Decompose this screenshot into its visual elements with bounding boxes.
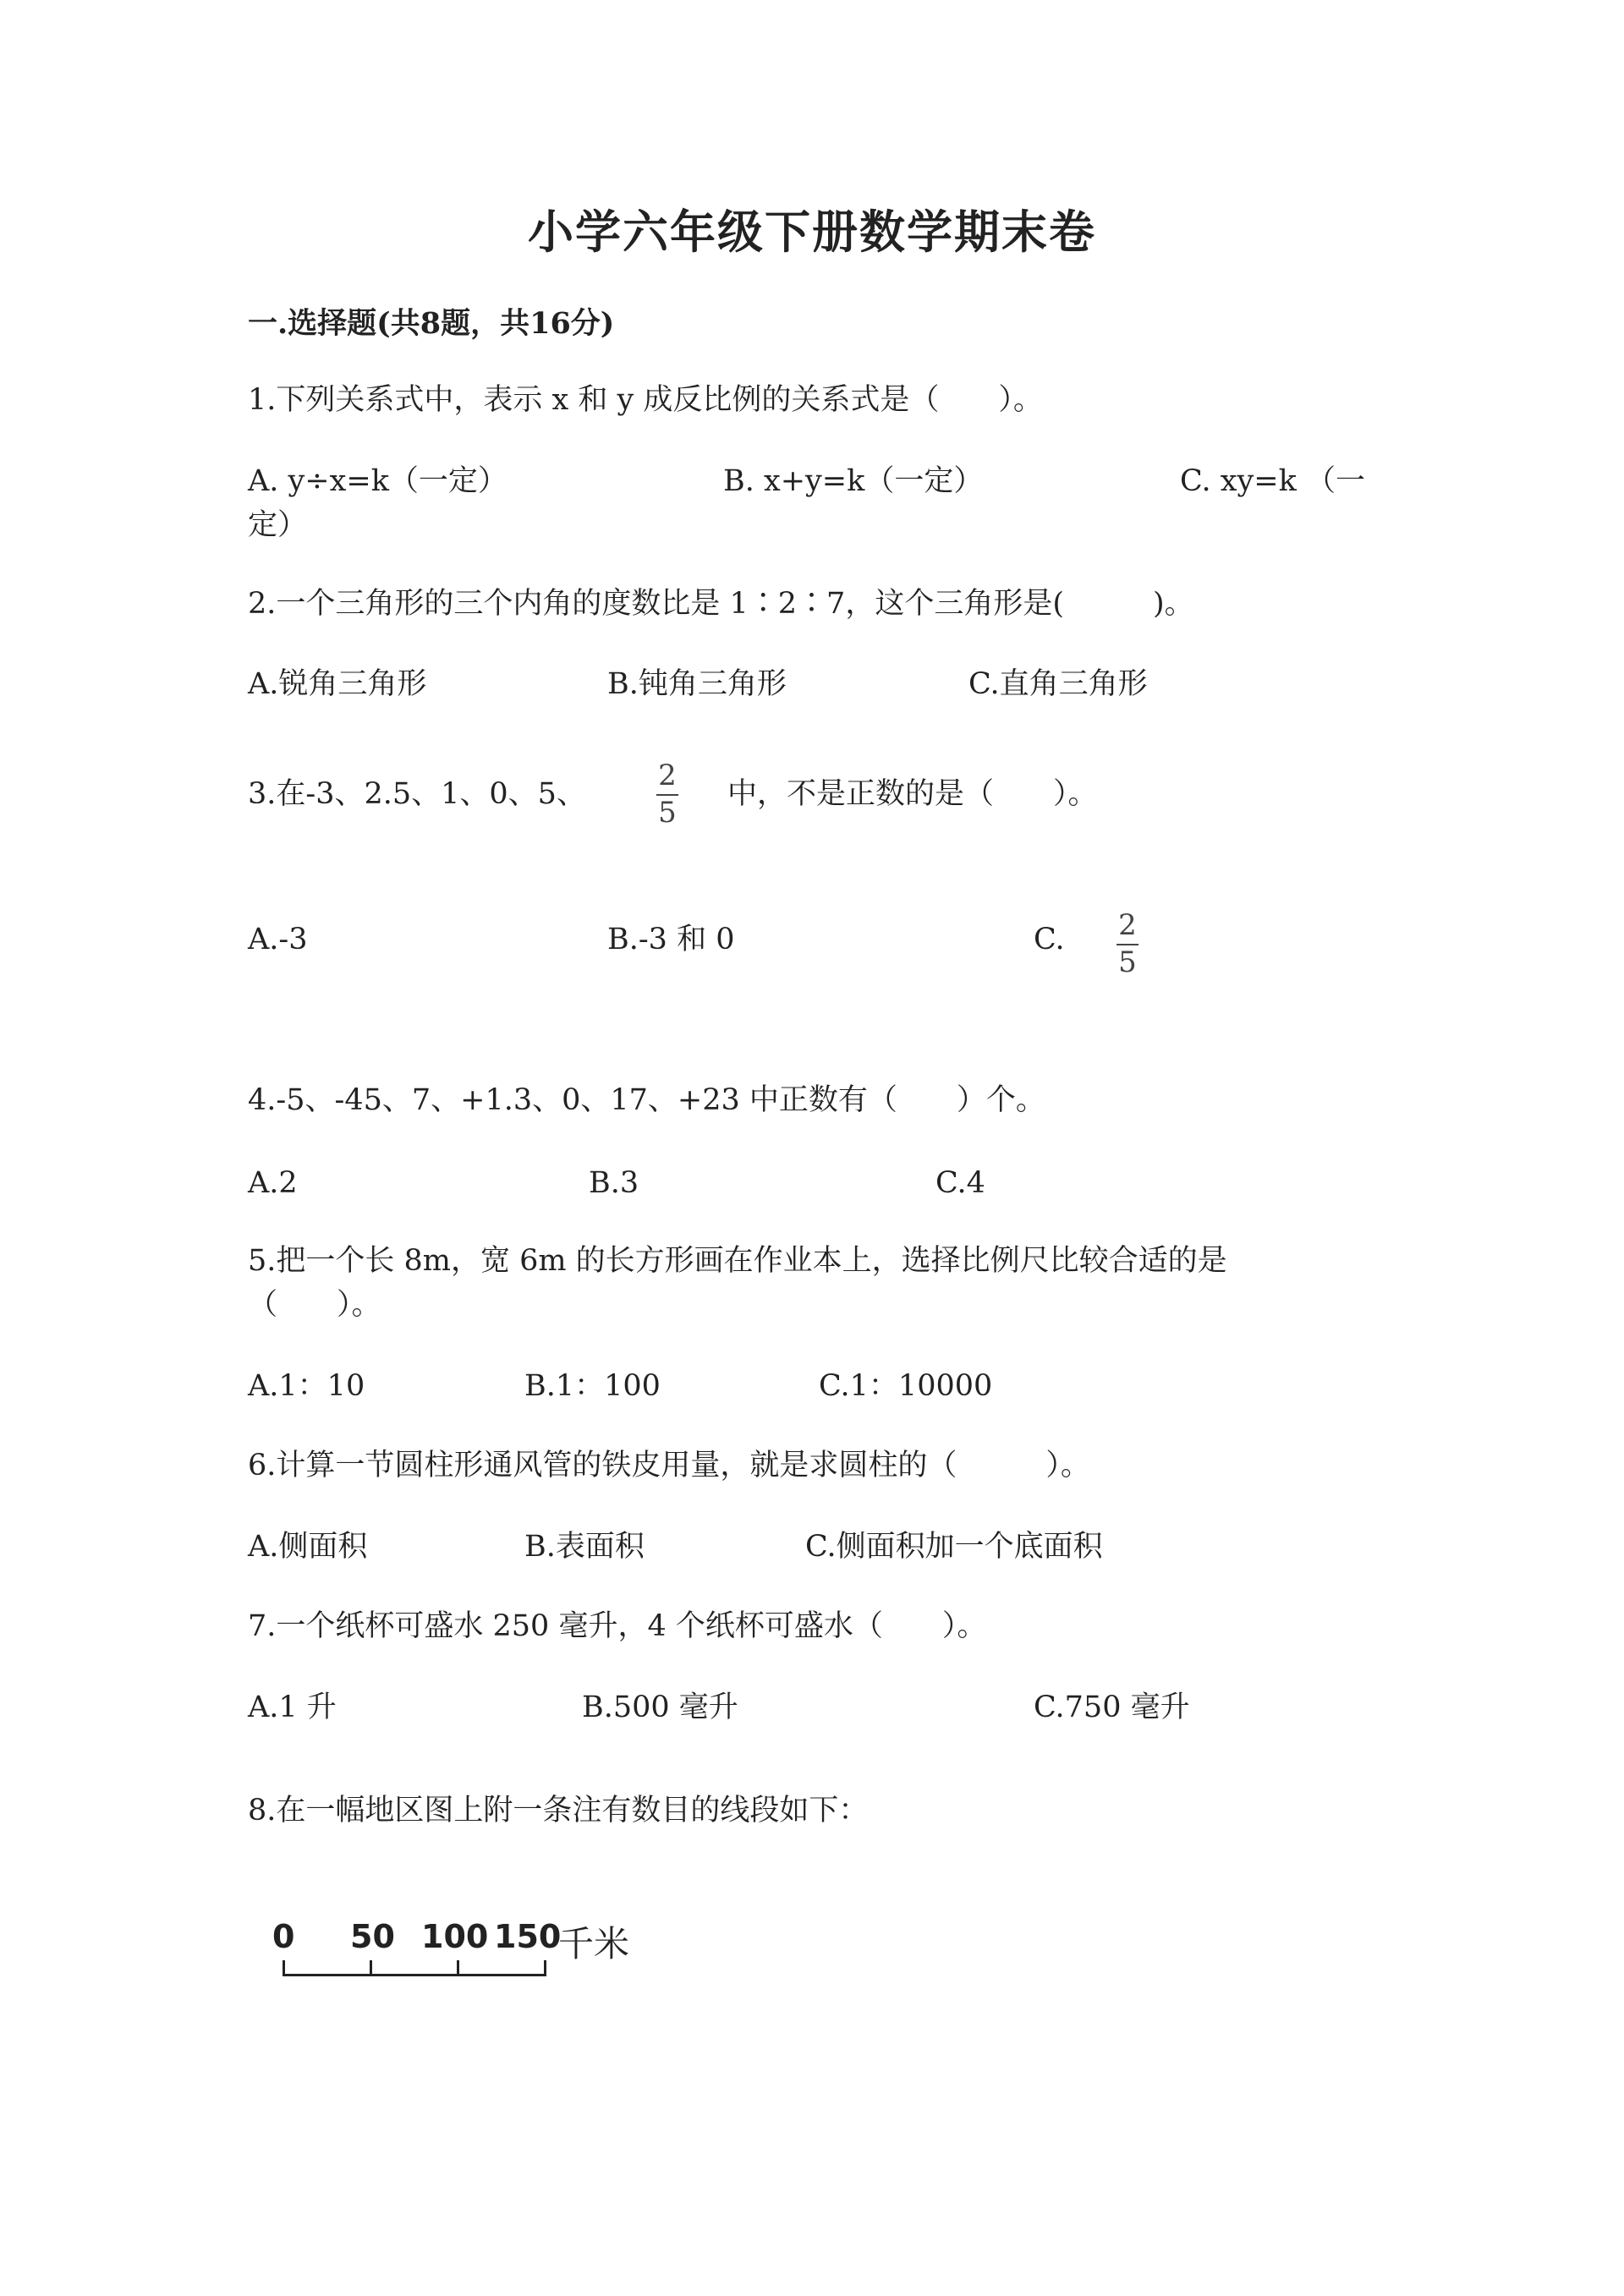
- question-1-option-b: B. x+y=k（一定）: [723, 464, 984, 498]
- question-4-option-b: B.3: [589, 1166, 639, 1200]
- question-4-option-a: A.2: [248, 1166, 298, 1200]
- fraction-numerator: 2: [1118, 908, 1137, 942]
- question-4-option-c: C.4: [935, 1166, 985, 1200]
- question-5-stem: 5.把一个长 8m，宽 6m 的长方形画在作业本上，选择比例尺比较合适的是: [248, 1244, 1227, 1278]
- fraction-denominator: 5: [1118, 945, 1137, 979]
- question-7-option-c: C.750 毫升: [1034, 1690, 1190, 1724]
- question-1-option-a: A. y÷x=k（一定）: [248, 464, 508, 498]
- question-7-stem: 7.一个纸杯可盛水 250 毫升，4 个纸杯可盛水（ ）。: [248, 1609, 987, 1643]
- question-8-stem: 8.在一幅地区图上附一条注有数目的线段如下：: [248, 1794, 869, 1827]
- question-2-option-b: B.钝角三角形: [607, 667, 787, 701]
- question-1-stem: 1.下列关系式中，表示 x 和 y 成反比例的关系式是（ ）。: [248, 383, 1043, 417]
- fraction-numerator: 2: [658, 759, 677, 792]
- question-4-stem: 4.-5、-45、7、+1.3、0、17、+23 中正数有（ ）个。: [248, 1083, 1045, 1117]
- question-2-stem: 2.一个三角形的三个内角的度数比是 1∶2∶7，这个三角形是( )。: [248, 587, 1194, 621]
- question-3-option-a: A.-3: [248, 923, 308, 956]
- question-3-option-b: B.-3 和 0: [607, 923, 735, 956]
- scale-unit: 千米: [558, 1923, 630, 1964]
- question-6-option-c: C.侧面积加一个底面积: [805, 1530, 1103, 1564]
- question-6-option-a: A.侧面积: [248, 1530, 368, 1564]
- scale-tick: [457, 1960, 459, 1975]
- scale-label-150: 150: [494, 1918, 562, 1955]
- scale-label-50: 50: [350, 1918, 395, 1955]
- section-heading: 一.选择题(共8题，共16分): [248, 306, 615, 341]
- question-2-option-a: A.锐角三角形: [248, 667, 427, 701]
- question-5-option-b: B.1：100: [524, 1369, 661, 1403]
- scale-tick: [544, 1960, 546, 1975]
- question-3-fraction: [656, 761, 678, 828]
- scale-tick: [283, 1960, 285, 1975]
- question-5-option-a: A.1：10: [248, 1369, 365, 1403]
- question-3-option-c: C.: [1034, 923, 1065, 956]
- question-3-option-c-fraction: [1116, 908, 1138, 979]
- scale-bar: [262, 1903, 668, 1996]
- scale-label-100: 100: [421, 1918, 489, 1955]
- question-3-stem-pre: 3.在-3、2.5、1、0、5、: [248, 777, 586, 811]
- scale-label-0: 0: [272, 1918, 295, 1955]
- question-1-option-c-wrap: 定）: [248, 508, 308, 542]
- question-1-option-c: C. xy=k （一: [1180, 464, 1365, 498]
- question-7-option-a: A.1 升: [248, 1690, 337, 1724]
- question-2-option-c: C.直角三角形: [968, 667, 1148, 701]
- scale-tick: [370, 1960, 372, 1975]
- question-6-stem: 6.计算一节圆柱形通风管的铁皮用量，就是求圆柱的（ ）。: [248, 1449, 1090, 1482]
- fraction-denominator: 5: [658, 795, 677, 830]
- page-title: 小学六年级下册数学期末卷: [528, 205, 1096, 259]
- question-6-option-b: B.表面积: [524, 1530, 645, 1564]
- question-5-stem-wrap: （ ）。: [248, 1288, 381, 1322]
- question-3-stem-post: 中，不是正数的是（ ）。: [727, 777, 1098, 811]
- question-7-option-b: B.500 毫升: [582, 1690, 738, 1724]
- scale-rule: [283, 1974, 546, 1976]
- question-5-option-c: C.1：10000: [819, 1369, 993, 1403]
